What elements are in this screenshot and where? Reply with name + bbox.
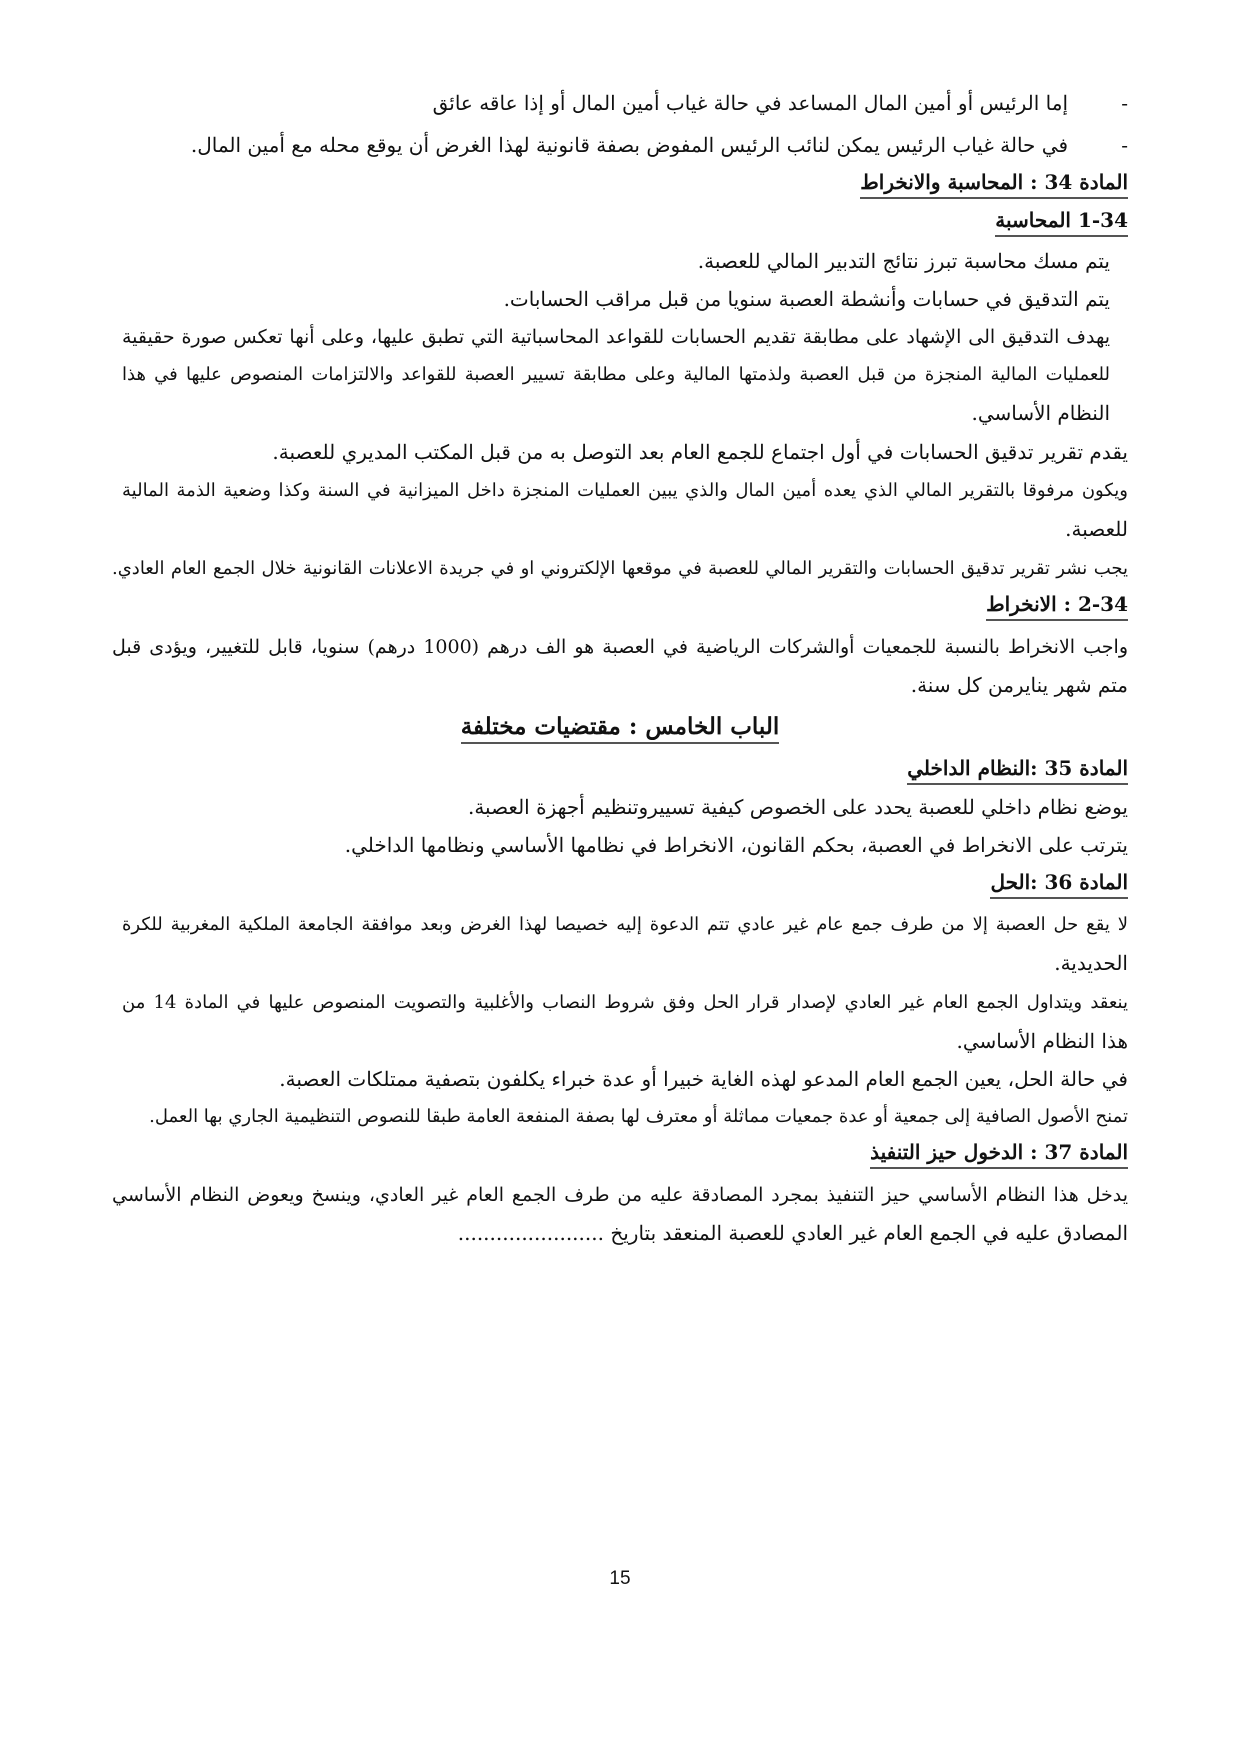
- paragraph-line: للعمليات المالية المنجزة من قبل العصبة ولذمتها المالية وعلى مطابقة تسيير العصبة للقواعد والالتزامات المنصوص عليها في هذا: [122, 364, 1110, 385]
- article-37-heading: المادة 37 : الدخول حيز التنفيذ: [870, 1138, 1128, 1169]
- page-number: 15: [609, 1568, 631, 1589]
- paragraph-line: النظام الأساسي.: [971, 401, 1110, 425]
- article-34-2-heading: 2-34 : الانخراط: [986, 590, 1128, 621]
- paragraph-line: في حالة الحل، يعين الجمع العام المدعو لهذه الغاية خبيرا أو عدة خبراء يكلفون بتصفية ممتلكات العصبة.: [279, 1067, 1128, 1091]
- bullet-text: إما الرئيس أو أمين المال المساعد في حالة غياب أمين المال أو إذا عاقه عائق: [432, 91, 1068, 115]
- paragraph-line: الحديدية.: [1054, 951, 1128, 975]
- paragraph-line: ينعقد ويتداول الجمع العام غير العادي لإصدار قرار الحل وفق شروط النصاب والأغلبية والتصويت المنصوص عليها في المادة 14 من: [122, 992, 1128, 1013]
- paragraph-line: يوضع نظام داخلي للعصبة يحدد على الخصوص كيفية تسييروتنظيم أجهزة العصبة.: [467, 795, 1128, 819]
- paragraph-line: لا يقع حل العصبة إلا من طرف جمع عام غير عادي تتم الدعوة إليه خصيصا لهذا الغرض وبعد موافقة الجامعة الملكية المغربية للكرة: [122, 914, 1128, 935]
- bullet-item: [433, 88, 1128, 118]
- chapter-title-text: الباب الخامس : مقتضيات مختلفة: [461, 713, 780, 744]
- paragraph-line: يتم مسك محاسبة تبرز نتائج التدبير المالي للعصبة.: [697, 249, 1110, 273]
- chapter-title: [0, 712, 1240, 742]
- paragraph-line: تمنح الأصول الصافية إلى جمعية أو عدة جمعيات مماثلة أو معترف لها بصفة المنفعة العامة طبقا للنصوص التنظيمية الجاري بها العمل.: [149, 1106, 1128, 1127]
- article-34-heading: المادة 34 : المحاسبة والانخراط: [860, 168, 1128, 199]
- paragraph-line: يهدف التدقيق الى الإشهاد على مطابقة تقديم الحسابات للقواعد المحاسباتية التي تطبق عليها، وعلى أنها تعكس صورة حقيقية: [122, 326, 1110, 348]
- bullet-item: [191, 130, 1128, 160]
- article-34-1-heading: 1-34 المحاسبة: [995, 206, 1128, 237]
- paragraph-line: يدخل هذا النظام الأساسي حيز التنفيذ بمجرد المصادقة عليه من طرف الجمع العام غير العادي، وينسخ ويعوض النظام الأساسي: [112, 1184, 1128, 1206]
- bullet-marker: -: [1121, 91, 1128, 115]
- paragraph-line: واجب الانخراط بالنسبة للجمعيات أوالشركات الرياضية في العصبة هو الف درهم (1000 درهم) سنويا، قابل للتغيير، ويؤدى قبل: [112, 636, 1128, 658]
- bullet-marker: -: [1121, 133, 1128, 157]
- paragraph-line: يترتب على الانخراط في العصبة، بحكم القانون، الانخراط في نظامها الأساسي ونظامها الداخلي.: [344, 833, 1128, 857]
- paragraph-line: يقدم تقرير تدقيق الحسابات في أول اجتماع للجمع العام بعد التوصل به من قبل المكتب المديري للعصبة.: [272, 440, 1128, 464]
- paragraph-line: المصادق عليه في الجمع العام غير العادي للعصبة المنعقد بتاريخ .......................: [457, 1221, 1128, 1245]
- bullet-text: في حالة غياب الرئيس يمكن لنائب الرئيس المفوض بصفة قانونية لهذا الغرض أن يوقع محله مع أمين المال.: [190, 133, 1068, 157]
- paragraph-line: ويكون مرفوقا بالتقرير المالي الذي يعده أمين المال والذي يبين العمليات المنجزة داخل الميزانية في السنة وكذا وضعية الذمة المالية: [122, 480, 1128, 501]
- paragraph-line: هذا النظام الأساسي.: [956, 1029, 1128, 1053]
- article-35-heading: المادة 35 :النظام الداخلي: [907, 754, 1128, 785]
- paragraph-line: متم شهر ينايرمن كل سنة.: [910, 673, 1128, 697]
- paragraph-line: يجب نشر تقرير تدقيق الحسابات والتقرير المالي للعصبة في موقعها الإلكتروني او في جريدة الاعلانات القانونية خلال الجمع العام العادي.: [112, 558, 1128, 579]
- paragraph-line: للعصبة.: [1065, 517, 1128, 541]
- paragraph-line: يتم التدقيق في حسابات وأنشطة العصبة سنويا من قبل مراقب الحسابات.: [503, 287, 1110, 311]
- article-36-heading: المادة 36 :الحل: [990, 868, 1128, 899]
